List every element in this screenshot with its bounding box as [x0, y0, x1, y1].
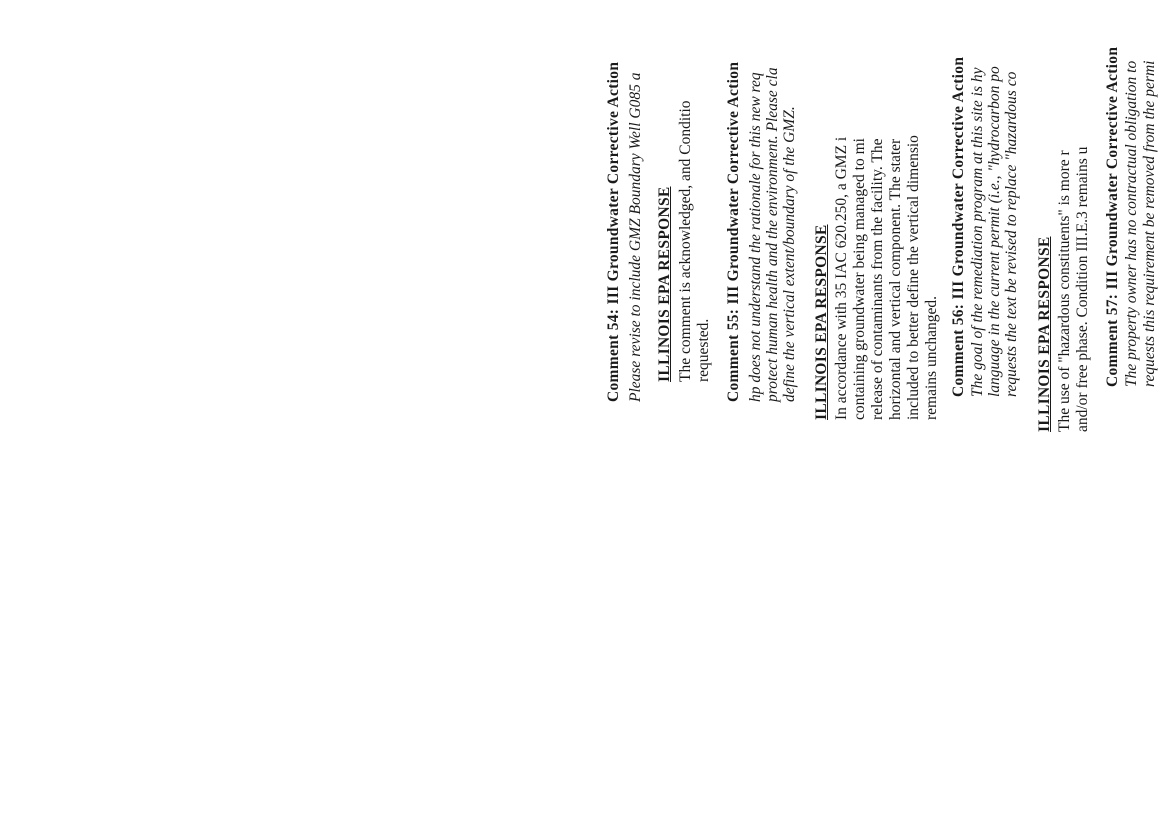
comment-56-response-heading: ILLINOIS EPA RESPONSE	[1036, 236, 1053, 432]
comment-55-response-line-4: horizontal and vertical component. The stater	[887, 138, 904, 420]
comment-55-response-heading: ILLINOIS EPA RESPONSE	[813, 224, 830, 420]
comment-55-title: Comment 55: III Groundwater Corrective Action	[725, 61, 742, 402]
comment-56-response-line-2: and/or free phase. Condition III.E.3 remains u	[1074, 146, 1091, 432]
comment-55-response-line-3: release of contaminants from the facility. The	[869, 138, 886, 420]
comment-57-text-line-1: The property owner has no contractual obligation to	[1123, 60, 1140, 387]
comment-54-text-line-1: Please revise to include GMZ Boundary Well G085 a	[627, 72, 644, 402]
rotated-document-page	[598, 15, 1158, 815]
comment-55-response-line-5: included to better define the vertical dimensio	[905, 135, 922, 420]
comment-56-response-line-1: The use of "hazardous constituents" is more r	[1056, 150, 1073, 432]
comment-56-text-line-1: The goal of the remediation program at this site is hy	[969, 67, 986, 397]
comment-55-text-line-3: define the vertical extent/boundary of the GMZ.	[781, 106, 798, 402]
comment-57-text-line-2: requests this requirement be removed from the permi	[1141, 60, 1158, 387]
comment-54-response-heading: ILLINOIS EPA RESPONSE	[656, 186, 673, 382]
comment-54-response-line-1: The comment is acknowledged, and Conditio	[677, 100, 694, 382]
comment-54-response-line-2: requested.	[695, 318, 712, 382]
comment-57-title: Comment 57: III Groundwater Corrective Action	[1104, 46, 1121, 387]
comment-55-response-line-1: In accordance with 35 IAC 620.250, a GMZ i	[833, 136, 850, 420]
comment-55-text-line-1: hp does not understand the rationale for this new req	[747, 72, 764, 402]
comment-55-response-line-2: containing groundwater being managed to mi	[851, 138, 868, 420]
comment-56-text-line-2: language in the current permit (i.e., "hydrocarbon po	[986, 66, 1003, 397]
comment-54-title: Comment 54: III Groundwater Corrective Action	[605, 61, 622, 402]
comment-56-title: Comment 56: III Groundwater Corrective Action	[950, 56, 967, 397]
comment-56-text-line-3: requests the text be revised to replace "hazardous co	[1003, 71, 1020, 397]
comment-55-text-line-2: protect human health and the environment. Please cla	[764, 67, 781, 402]
comment-55-response-line-6: remains unchanged.	[923, 296, 940, 420]
